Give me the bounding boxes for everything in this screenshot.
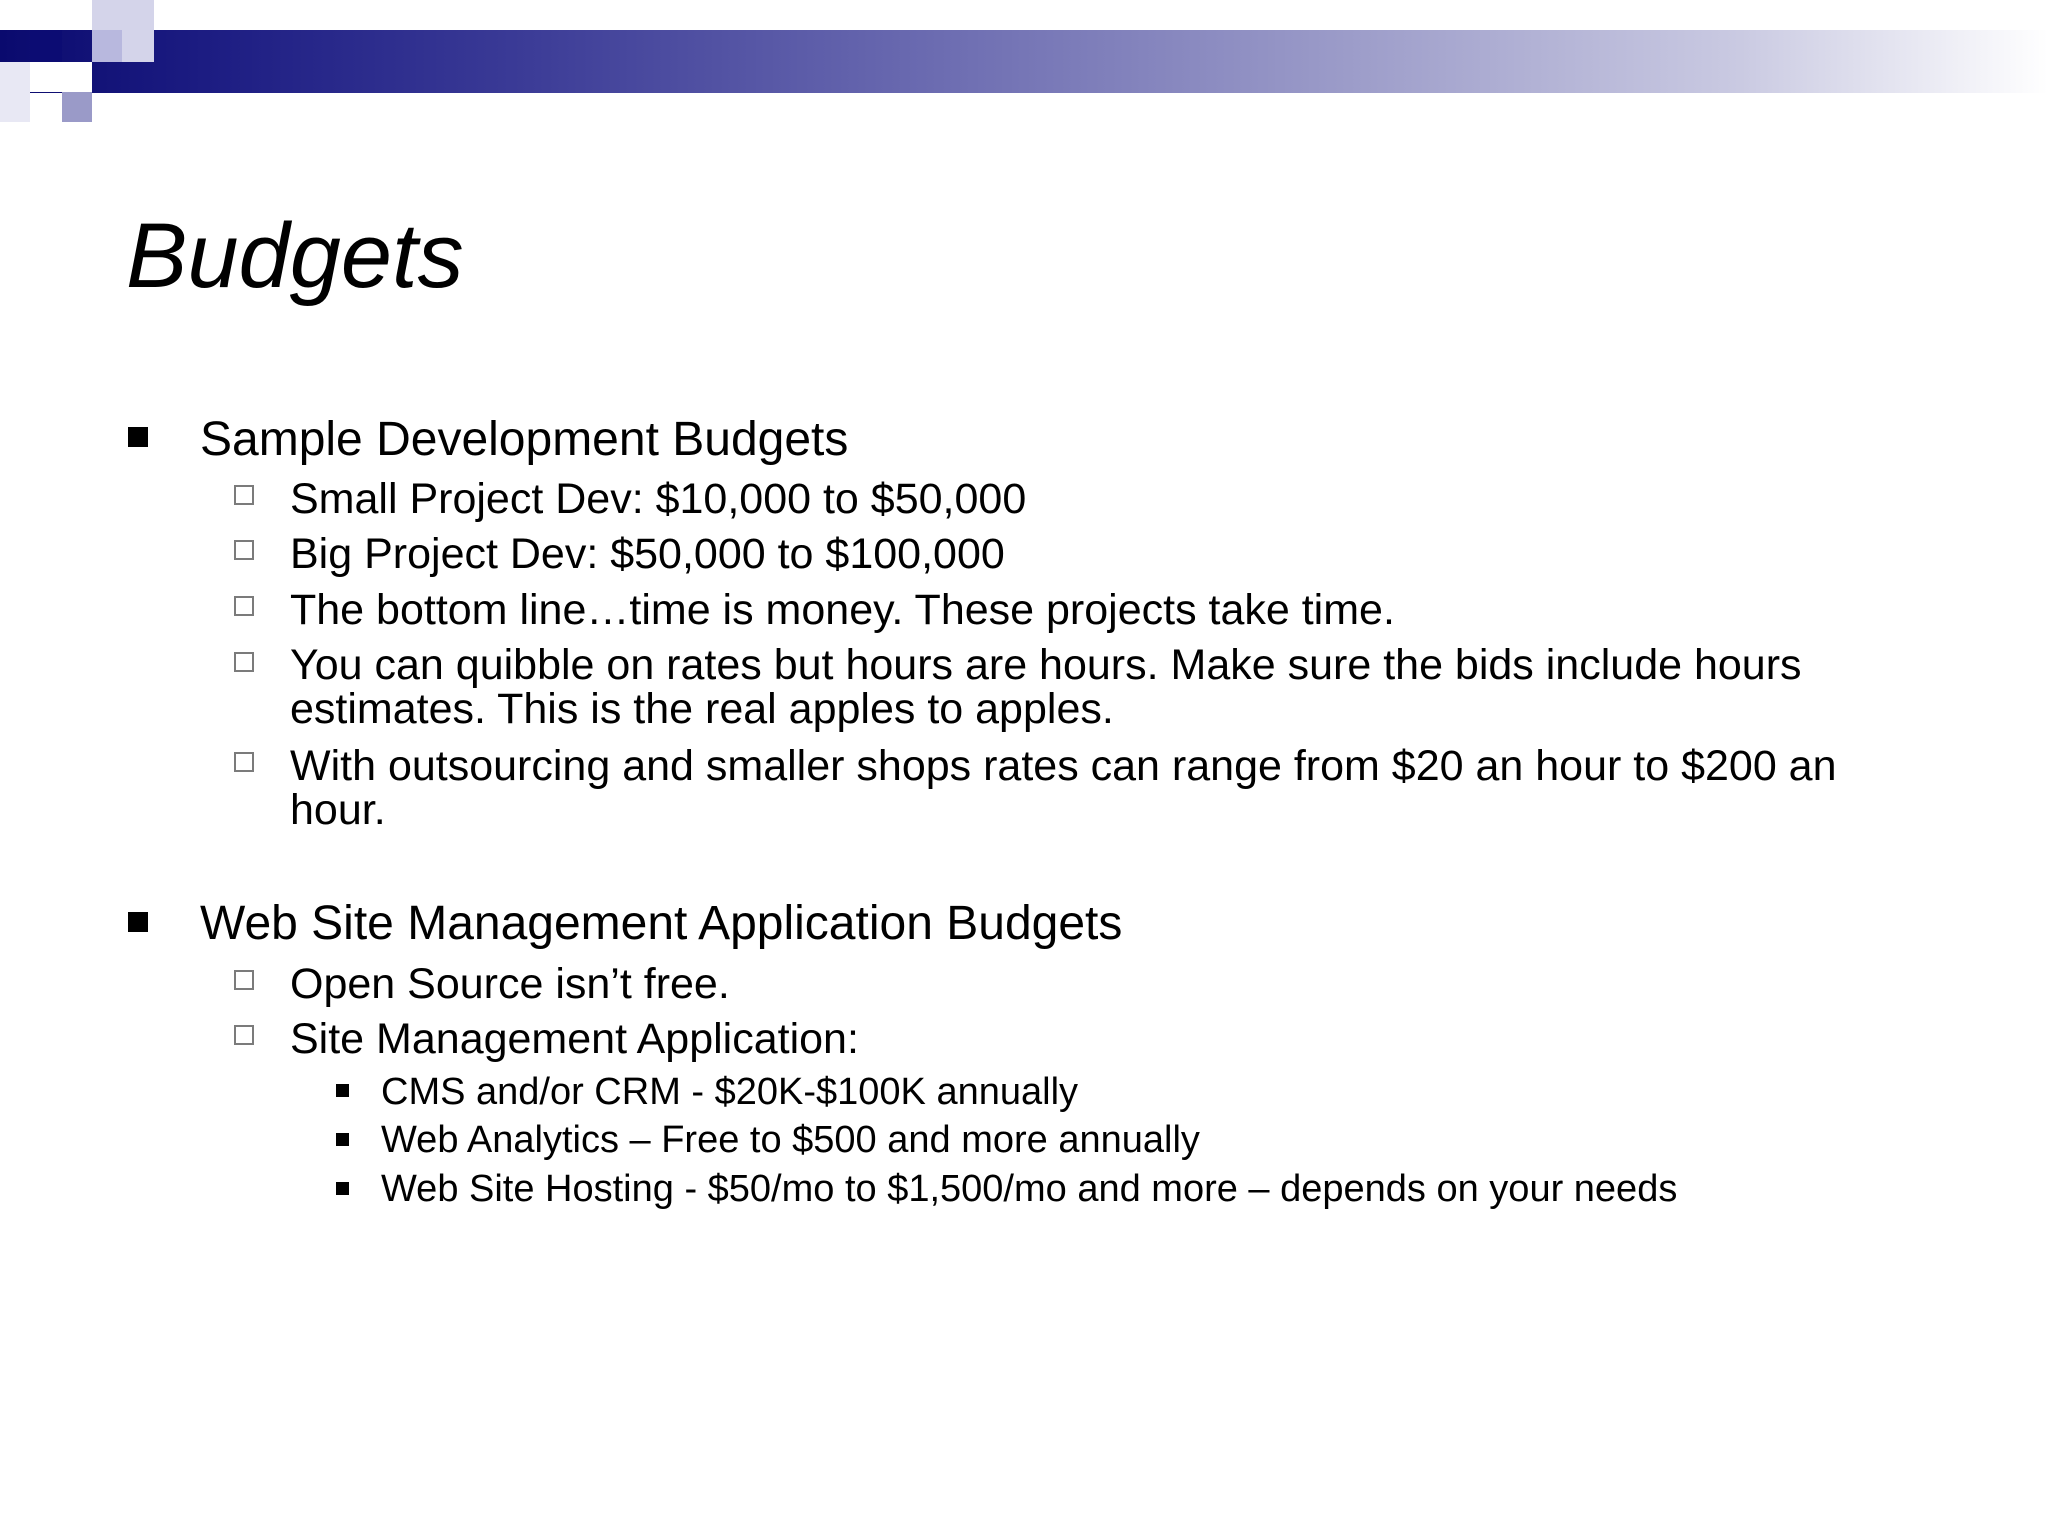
small-filled-square-bullet [336, 1133, 349, 1146]
list-item: The bottom line…time is money. These projects take time. [290, 586, 1395, 634]
small-filled-square-bullet [336, 1084, 349, 1097]
deco-square [30, 62, 62, 92]
hollow-square-bullet [234, 1025, 254, 1045]
deco-square [30, 30, 62, 62]
list-item: Big Project Dev: $50,000 to $100,000 [290, 530, 1005, 578]
sub-list-item: Web Analytics – Free to $500 and more annually [381, 1119, 1200, 1161]
hollow-square-bullet [234, 485, 254, 505]
list-item: You can quibble on rates but hours are hours. Make sure the bids include hours [290, 641, 1802, 689]
hollow-square-bullet [234, 970, 254, 990]
section-heading: Web Site Management Application Budgets [200, 897, 1123, 950]
deco-square [62, 0, 92, 30]
hollow-square-bullet [234, 752, 254, 772]
section-heading: Sample Development Budgets [200, 413, 849, 466]
deco-square [0, 0, 30, 30]
deco-square [0, 62, 30, 122]
list-item: Site Management Application: [290, 1015, 859, 1063]
small-filled-square-bullet [336, 1182, 349, 1195]
list-item-continuation: estimates. This is the real apples to apples. [290, 685, 1114, 733]
deco-square [62, 92, 92, 122]
sub-list-item: CMS and/or CRM - $20K-$100K annually [381, 1071, 1079, 1113]
sub-list-item: Web Site Hosting - $50/mo to $1,500/mo and more – depends on your needs [381, 1168, 1678, 1210]
deco-square [92, 30, 122, 62]
filled-square-bullet [128, 427, 148, 447]
slide-title: Budgets [126, 205, 464, 307]
list-item: With outsourcing and smaller shops rates can range from $20 an hour to $200 an [290, 742, 1837, 790]
header-gradient-band [0, 30, 2048, 93]
hollow-square-bullet [234, 652, 254, 672]
list-item: Open Source isn’t free. [290, 960, 730, 1008]
list-item: Small Project Dev: $10,000 to $50,000 [290, 475, 1027, 523]
filled-square-bullet [128, 912, 148, 932]
list-item-continuation: hour. [290, 786, 386, 834]
hollow-square-bullet [234, 596, 254, 616]
hollow-square-bullet [234, 540, 254, 560]
deco-square [62, 62, 92, 92]
